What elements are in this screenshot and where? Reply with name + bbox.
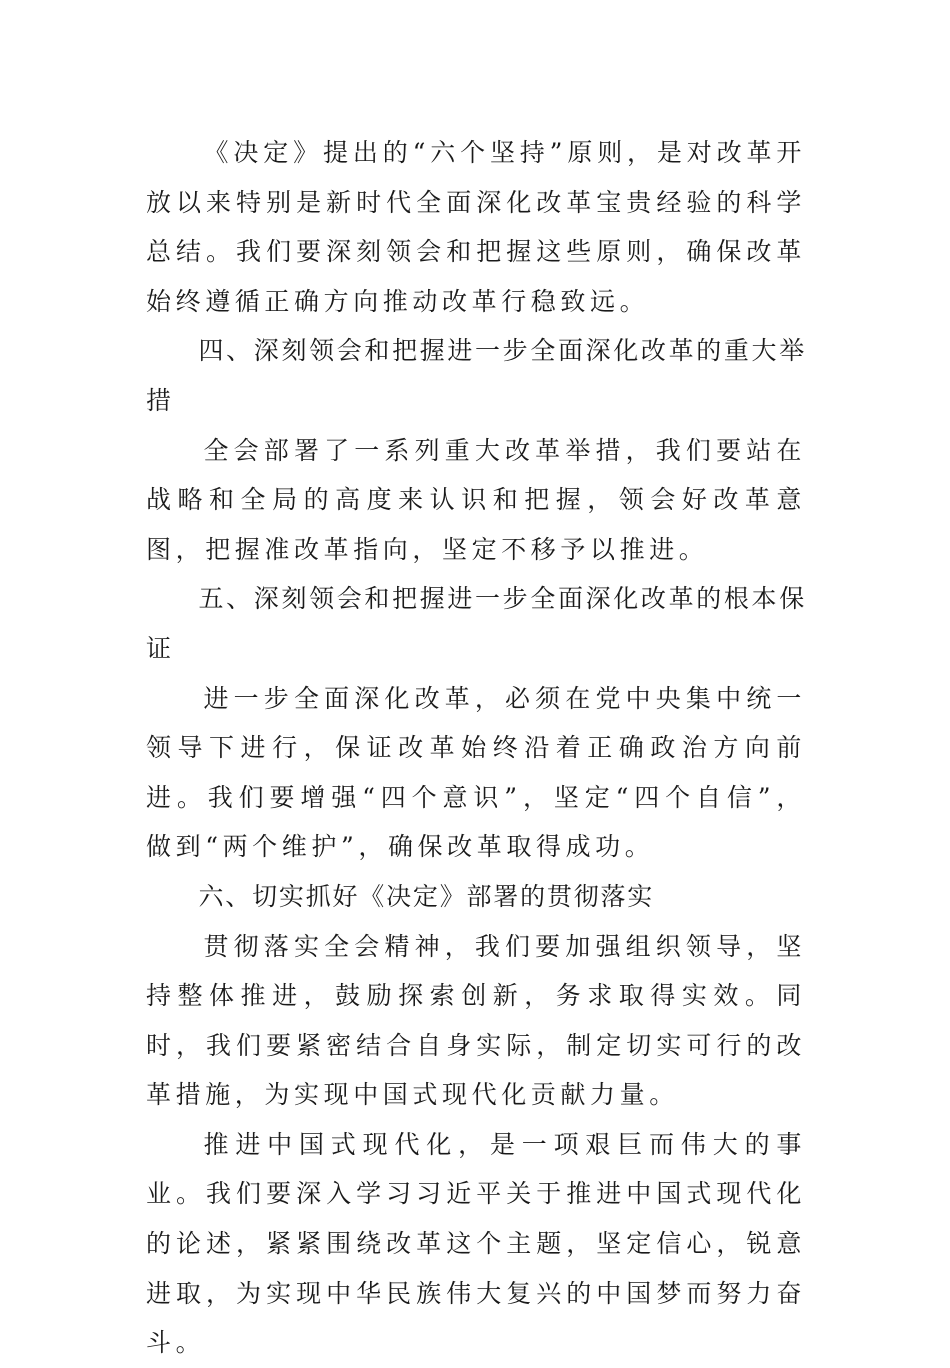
paragraph-conclusion: 推进中国式现代化，是一项艰巨而伟大的事业。我们要深入学习习近平关于推进中国式现代化的论述，紧紧围绕改革这个主题，坚定信心，锐意进取，为实现中华民族伟大复兴的中国梦而努力奋斗。 bbox=[146, 1129, 806, 1358]
paragraph-fundamental-guarantee: 进一步全面深化改革，必须在党中央集中统一领导下进行，保证改革始终沿着正确政治方向前进。我们要增强“四个意识”，坚定“四个自信”，做到“两个维护”，确保改革取得成功。 bbox=[146, 683, 806, 862]
section-heading-4: 四、深刻领会和把握进一步全面深化改革的重大举措 bbox=[146, 336, 806, 415]
paragraph-major-measures: 全会部署了一系列重大改革举措，我们要站在战略和全局的高度来认识和把握，领会好改革意图，把握准改革指向，坚定不移予以推进。 bbox=[146, 435, 806, 564]
document-body bbox=[146, 128, 806, 1368]
section-heading-5: 五、深刻领会和把握进一步全面深化改革的根本保证 bbox=[146, 584, 806, 663]
paragraph-implementation: 贯彻落实全会精神，我们要加强组织领导，坚持整体推进，鼓励探索创新，务求取得实效。同时，我们要紧密结合自身实际，制定切实可行的改革措施，为实现中国式现代化贡献力量。 bbox=[146, 931, 806, 1110]
paragraph-principles-summary: 《决定》提出的“六个坚持”原则，是对改革开放以来特别是新时代全面深化改革宝贵经验的科学总结。我们要深刻领会和把握这些原则，确保改革始终遵循正确方向推动改革行稳致远。 bbox=[146, 138, 806, 316]
section-heading-6: 六、切实抓好《决定》部署的贯彻落实 bbox=[198, 881, 655, 911]
